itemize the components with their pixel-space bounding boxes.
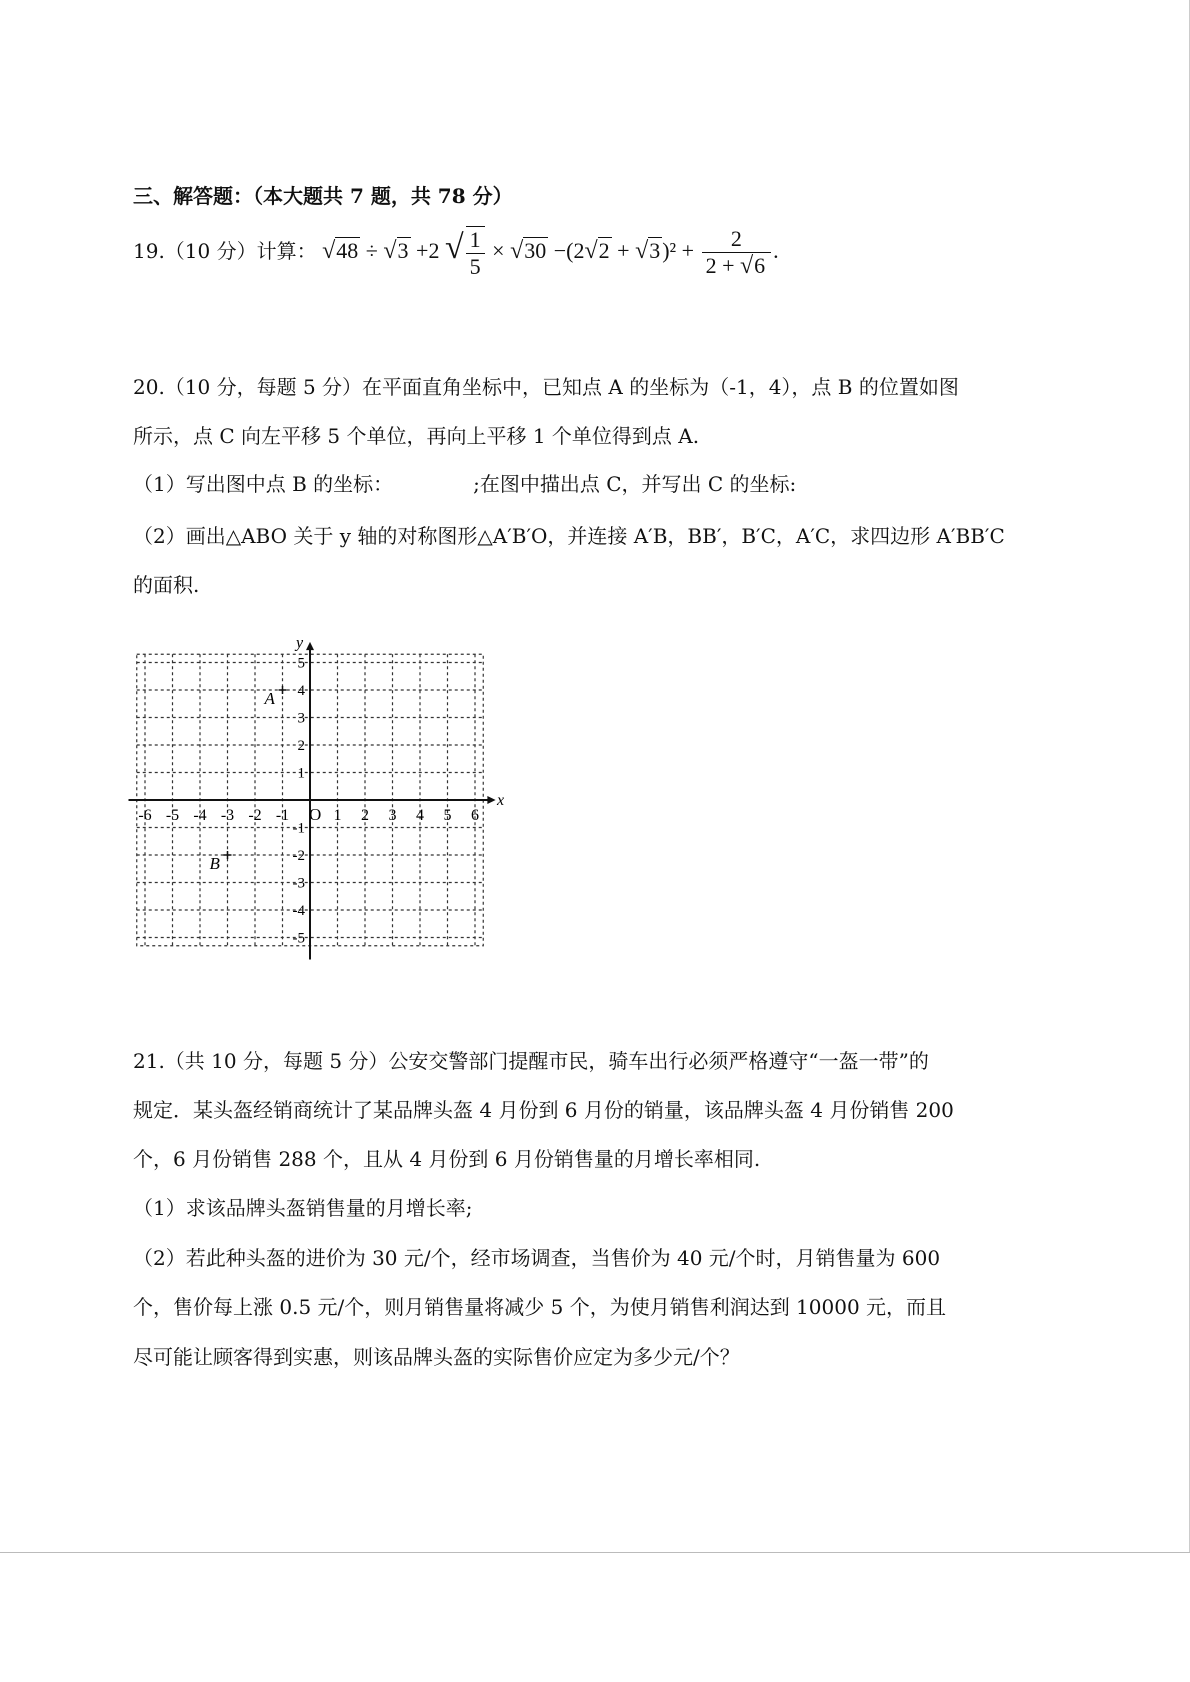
y-tick-label: 1 [297,765,305,782]
coordinate-grid-svg [125,625,525,965]
y-tick-label: 4 [297,683,305,699]
q21-part-2-line-3: 尽可能让顾客得到实惠，则该品牌头盔的实际售价应定为多少元/个？ [133,1345,740,1369]
section-heading: 三、解答题：（本大题共 7 题，共 78 分） [133,184,513,208]
q20-line-1: 20.（10 分，每题 5 分）在平面直角坐标中，已知点 A 的坐标为（-1，4），点 B 的位置如图 [133,375,959,399]
x-tick-label: -5 [165,807,180,824]
origin-label: O [309,805,322,824]
y-tick-label: -1 [292,820,305,837]
y-tick-label: 2 [297,738,305,754]
point-b-label: B [209,854,220,873]
x-tick-label: -3 [220,807,235,824]
x-axis-arrow [487,796,495,804]
x-tick-label: 4 [416,807,424,824]
sqrt-3-b: √3 [635,238,661,264]
y-axis-label: y [296,634,304,652]
q21-part-2-line-1: （2）若此种头盔的进价为 30 元/个，经市场调查，当售价为 40 元/个时，月销售量为 600 [133,1246,941,1270]
q21-line-3: 个，6 月份销售 288 个，且从 4 月份到 6 月份销售量的月增长率相同. [133,1147,761,1171]
x-axis-label: x [497,792,505,809]
y-tick-label: -3 [292,875,305,892]
y-tick-label: 5 [297,655,305,672]
plus-two: +2 [416,238,440,263]
x-tick-label: -4 [193,807,207,824]
minus-paren: −(2 [553,238,585,263]
sqrt-48: √48 [322,238,359,264]
x-tick-label: -2 [248,807,262,824]
x-tick-label: 5 [443,807,452,824]
y-tick-label: -5 [292,930,305,947]
x-tick-label: 2 [361,807,369,824]
q21-part-2-line-2: 个，售价每上涨 0.5 元/个，则月销售量将减少 5 个，为使月销售利润达到 10000 元，而且 [133,1295,947,1319]
close-square: )² + [662,238,700,263]
q19-prefix: 19.（10 分）计算： [133,239,317,263]
sqrt-one-fifth: √ $\frac{1}{5}$ [445,218,487,281]
times-sign: × [492,238,505,263]
sqrt-3: √3 [383,238,409,264]
scan-bottom-edge [0,1552,1190,1553]
q20-part-2-line-2: 的面积. [133,573,200,597]
q19-end: . [773,238,779,263]
y-tick-label: -4 [292,903,305,919]
x-tick-label: 1 [333,807,342,824]
x-tick-label: 6 [471,807,479,824]
q21-line-1: 21.（共 10 分，每题 5 分）公安交警部门提醒市民，骑车出行必须严格遵守“一盔一带”的 [133,1049,929,1073]
x-tick-label: -6 [138,807,152,824]
coordinate-grid [125,625,525,965]
x-tick-label: 3 [388,807,397,824]
q20-part-1 [133,470,796,498]
sqrt-30: √30 [510,238,547,264]
sqrt-2: √2 [584,238,610,264]
q20-part-1-a: （1）写出图中点 B 的坐标： [133,472,394,496]
y-tick-label: 3 [297,710,305,727]
plus-sign: + [611,238,636,263]
q20-line-2: 所示，点 C 向左平移 5 个单位，再向上平移 1 个单位得到点 A. [133,424,700,448]
q21-part-1: （1）求该品牌头盔销售量的月增长率; [133,1196,473,1220]
x-tick-label: -1 [275,807,290,824]
y-tick-label: -2 [292,848,305,864]
q20-part-1-b: ;在图中描出点 C，并写出 C 的坐标: [473,472,797,496]
y-axis-arrow [306,642,314,650]
question-19 [133,218,779,278]
divide-sign: ÷ [365,238,378,263]
q20-part-2-line-1: （2）画出△ABO 关于 y 轴的对称图形△A′B′O，并连接 A′B，BB′，B′C，A′C，求四边形 A′BB′C [133,524,1005,548]
point-a-label: A [264,689,275,708]
q21-line-2: 规定．某头盔经销商统计了某品牌头盔 4 月份到 6 月份的销量，该品牌头盔 4 月份销售 200 [133,1098,954,1122]
big-fraction: $\frac{2}{2 + √6}$ [702,226,772,279]
